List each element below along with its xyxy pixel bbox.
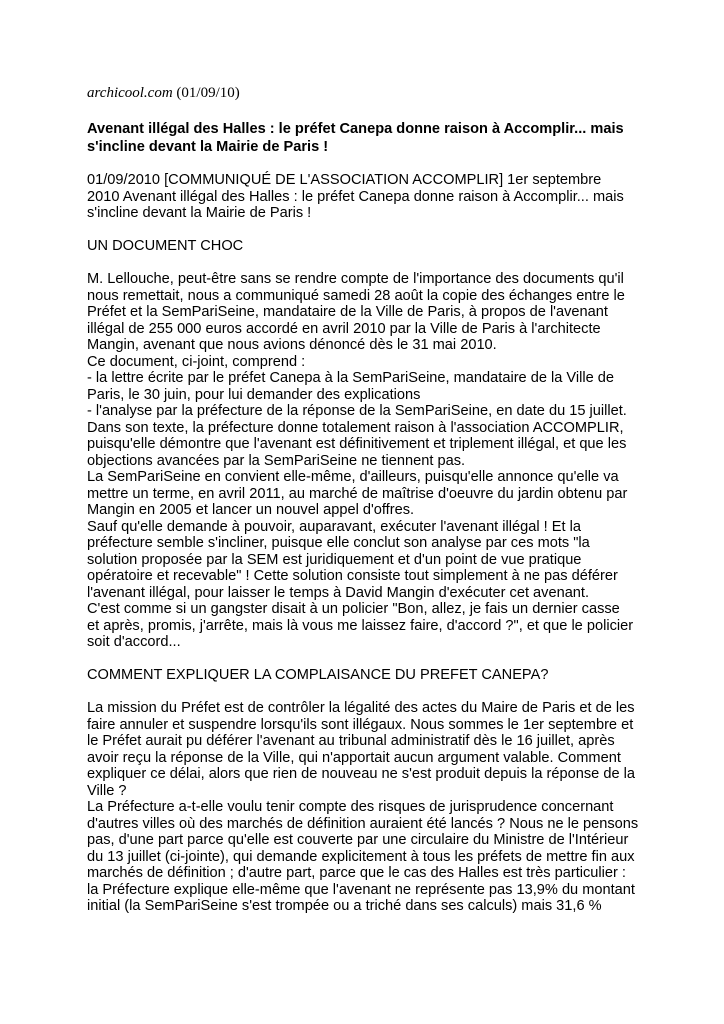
- title-line: Avenant illégal des Halles : le préfet Canepa donne raison à Accomplir... mais: [87, 121, 624, 137]
- article-title: [87, 120, 647, 156]
- text-line: avoir reçu la réponse de la Ville, qui n'apportait aucun argument valable. Comment: [87, 749, 621, 766]
- paragraph: [87, 238, 647, 255]
- title-line: s'incline devant la Mairie de Paris !: [87, 139, 329, 155]
- text-line: 01/09/2010 [COMMUNIQUÉ DE L'ASSOCIATION ACCOMPLIR] 1er septembre: [87, 172, 602, 188]
- paragraph: [87, 271, 647, 651]
- text-line: nous remettait, nous a communiqué samedi 28 août la copie des échanges entre le: [87, 287, 625, 304]
- text-line: UN DOCUMENT CHOC: [87, 238, 244, 254]
- text-line: - l'analyse par la préfecture de la réponse de la SemPariSeine, en date du 15 juillet.: [87, 403, 627, 419]
- text-line: C'est comme si un gangster disait à un policier "Bon, allez, je fais un dernier casse: [87, 601, 620, 617]
- text-line: pas, d'une part parce qu'elle est couverte par une circulaire du Ministre de l'Intérieur: [87, 832, 629, 848]
- text-line: - la lettre écrite par le préfet Canepa à la SemPariSeine, mandataire de la Ville de: [87, 370, 615, 386]
- text-line: objections avancées par la SemPariSeine ne tiennent pas.: [87, 452, 466, 469]
- text-line: le Préfet aurait pu déférer l'avenant au tribunal administratif dès le 16 juillet, après: [87, 733, 615, 749]
- text-line: s'incline devant la Mairie de Paris !: [87, 205, 312, 221]
- text-line: d'autres villes où des marchés de définition auraient été lancés ? Nous ne le pensons: [87, 815, 639, 832]
- text-line: Sauf qu'elle demande à pouvoir, auparavant, exécuter l'avenant illégal ! Et la: [87, 518, 581, 535]
- text-line: Ce document, ci-joint, comprend :: [87, 353, 306, 370]
- text-line: initial (la SemPariSeine s'est trompée ou a triché dans ses calculs) mais 31,6 %: [87, 898, 602, 914]
- text-line: et après, promis, j'arrête, mais là vous me laissez faire, d'accord ?", et que le policier: [87, 617, 634, 634]
- text-line: 2010 Avenant illégal des Halles : le préfet Canepa donne raison à Accomplir... mais: [87, 188, 624, 205]
- source-date: (01/09/10): [172, 85, 240, 101]
- text-line: La Préfecture a-t-elle voulu tenir compte des risques de jurisprudence concernant: [87, 799, 614, 815]
- text-line: la Préfecture explique elle-même que l'avenant ne représente pas 13,9% du montant: [87, 881, 635, 898]
- text-line: solution proposée par la SEM est juridiquement et d'un point de vue pratique: [87, 551, 582, 568]
- text-line: soit d'accord...: [87, 634, 181, 650]
- text-line: M. Lellouche, peut-être sans se rendre compte de l'importance des documents qu'il: [87, 271, 624, 287]
- text-line: Dans son texte, la préfecture donne totalement raison à l'association ACCOMPLIR,: [87, 419, 624, 436]
- text-line: illégal de 255 000 euros accordé en avril 2010 par la Ville de Paris à l'architecte: [87, 320, 601, 337]
- text-line: du 13 juillet (ci-jointe), qui demande explicitement à tous les préfets de mettre fin aux: [87, 848, 635, 865]
- paragraph: [87, 172, 647, 222]
- text-line: Mangin, avenant que nous avions dénoncé dès le 31 mai 2010.: [87, 337, 497, 353]
- text-line: l'avenant illégal, pour laisser le temps à David Mangin d'exécuter cet avenant.: [87, 584, 590, 601]
- text-line: faire annuler et suspendre lorsqu'ils sont illégaux. Nous sommes le 1er septembre et: [87, 716, 634, 733]
- text-line: Préfet et la SemPariSeine, mandataire de la Ville de Paris, à propos de l'avenant: [87, 304, 608, 320]
- document-page: [87, 83, 647, 931]
- text-line: La mission du Préfet est de contrôler la légalité des actes du Maire de Paris et de les: [87, 700, 635, 716]
- text-line: marchés de définition ; d'autre part, parce que le cas des Halles est très particulier :: [87, 865, 626, 881]
- text-line: mettre un terme, en avril 2011, au marché de maîtrise d'oeuvre du jardin obtenu par: [87, 485, 628, 502]
- article-body: [87, 172, 647, 915]
- text-line: COMMENT EXPLIQUER LA COMPLAISANCE DU PREFET CANEPA?: [87, 667, 549, 683]
- source-site: archicool.com: [87, 85, 173, 101]
- paragraph: [87, 667, 647, 684]
- text-line: préfecture semble s'incliner, puisque elle conclut son analyse par ces mots "la: [87, 535, 590, 551]
- source-line: [87, 83, 647, 103]
- text-line: La SemPariSeine en convient elle-même, d'ailleurs, puisqu'elle annonce qu'elle va: [87, 469, 619, 485]
- text-line: Paris, le 30 juin, pour lui demander des explications: [87, 386, 421, 403]
- text-line: Ville ?: [87, 782, 127, 799]
- text-line: puisqu'elle démontre que l'avenant est définitivement et triplement illégal, et que les: [87, 436, 627, 452]
- text-line: Mangin en 2005 et lancer un nouvel appel d'offres.: [87, 502, 415, 518]
- text-line: opératoire et recevable" ! Cette solution consiste tout simplement à ne pas déférer: [87, 568, 618, 584]
- paragraph: [87, 700, 647, 915]
- text-line: expliquer ce délai, alors que rien de nouveau ne s'est produit depuis la réponse de la: [87, 766, 635, 782]
